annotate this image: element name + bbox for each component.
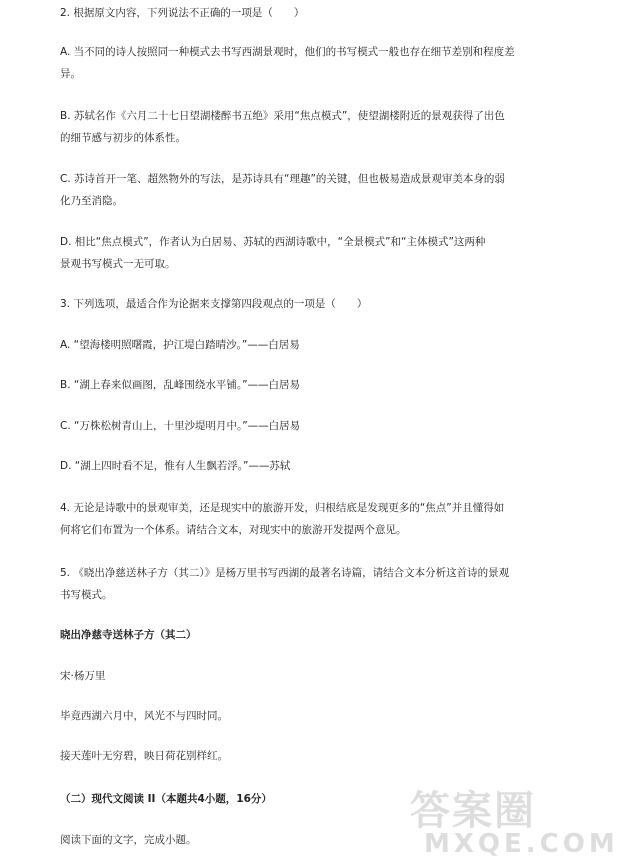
poem-title: 晓出净慈寺送林子方（其二） <box>60 629 197 641</box>
q2-option-a-line2: 异。 <box>60 68 81 80</box>
poem-author: 宋·杨万里 <box>60 670 106 682</box>
q2-option-d-line1: D. 相比“焦点模式”，作者认为白居易、苏轼的西湖诗歌中，“全景模式”和“主体模式”这两种 <box>60 236 486 248</box>
watermark-cn: 答案圈 <box>410 788 536 834</box>
q2-option-b-line2: 的细节感与初步的体系性。 <box>60 132 186 144</box>
q3-option-d: D. “湖上四时看不足，惟有人生飘若浮。”——苏轼 <box>60 460 291 472</box>
q2-option-c-line2: 化乃至消隐。 <box>60 195 123 207</box>
q4-line1: 4. 无论是诗歌中的景观审美，还是现实中的旅游开发，归根结底是发现更多的“焦点”并且懂得如 <box>60 502 505 514</box>
watermark-logo <box>410 779 619 859</box>
q3-option-b: B. “湖上春来似画图，乱峰围绕水平铺。”——白居易 <box>60 379 301 391</box>
q4-line2: 何将它们布置为一个体系。请结合文本，对现实中的旅游开发提两个意见。 <box>60 524 407 536</box>
q2-option-b-line1: B. 苏轼名作《六月二十七日望湖楼醉书五绝》采用“焦点模式”，使望湖楼附近的景观获得了出色 <box>60 110 505 122</box>
q2-option-d-line2: 景观书写模式一无可取。 <box>60 258 176 270</box>
q3-option-c: C. “万株松树青山上，十里沙堤明月中。”——白居易 <box>60 420 301 432</box>
q2-option-a-line1: A. 当不同的诗人按照同一种模式去书写西湖景观时，他们的书写模式一般也存在细节差别和程度差 <box>60 46 515 58</box>
q3-stem: 3. 下列选项，最适合作为论据来支撑第四段观点的一项是（ ） <box>60 298 368 310</box>
section-instruction: 阅读下面的文字，完成小题。 <box>60 834 197 846</box>
q2-stem: 2. 根据原文内容，下列说法不正确的一项是（ ） <box>60 7 305 19</box>
poem-line-2: 接天莲叶无穷碧，映日荷花别样红。 <box>60 750 228 762</box>
section-heading: （二）现代文阅读 II（本题共4小题，16分） <box>60 793 272 805</box>
q5-line1: 5. 《晓出净慈送林子方（其二）》是杨万里书写西湖的最著名诗篇，请结合文本分析这首诗的景观 <box>60 567 510 579</box>
q3-option-a: A. “望海楼明照曙霞，护江堤白踏晴沙。”——白居易 <box>60 339 300 351</box>
poem-line-1: 毕竟西湖六月中，风光不与四时同。 <box>60 710 228 722</box>
watermark-en: MXQE.COM <box>424 829 619 859</box>
q5-line2: 书写模式。 <box>60 589 113 601</box>
q2-option-c-line1: C. 苏诗首开一笔、超然物外的写法，是苏诗具有“理趣”的关键，但也极易造成景观审美本身的弱 <box>60 173 505 185</box>
